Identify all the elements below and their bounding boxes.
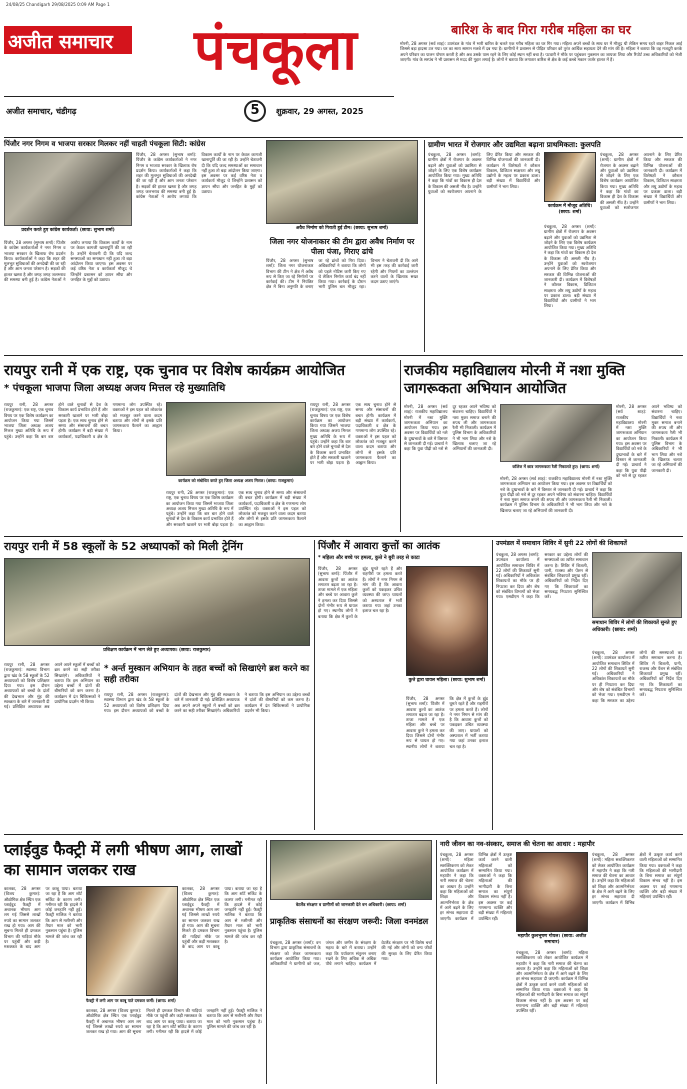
brand-big: पंचकूला [194, 18, 357, 83]
issue-date: शुक्रवार, 29 अगस्त, 2025 [276, 107, 364, 116]
story-i-photo [86, 886, 178, 996]
article-body-cont: कालका, 28 अगस्त (विजय कुमार): औद्योगिक क्षेत्र स्थित एक प्लाईवुड फैक्ट्री में अचानक भीषण आग लग गई जिससे लाखों रुपये का सामान जलकर राख हो गया। आग की सूचना मिलते ही दमकल विभाग की गाड़ियां मौके पर पहुंचीं और कड़ी मशक्कत के बाद आग पर काबू पाया। बताया जा रहा है कि आग शॉर्ट सर्किट के कारण लगी। गनीमत रही कि हादसे में कोई जनहानि नहीं हुई। फैक्ट्री मालिक ने बताया कि आग से मशीनरी और तैयार माल को भारी नुकसान पहुंचा है। पुलिस मामले की जांच कर रही है। [182, 886, 264, 950]
photo-caption: प्रशिक्षण कार्यक्रम में भाग लेते हुए अध्यापक। (छाया: राजकुमार) [103, 648, 211, 653]
masthead-rule [4, 96, 394, 97]
print-slug: 24/08/25 Chandigarh 29/08/2025 0:09 AM Page 1 [6, 2, 110, 7]
masthead [4, 10, 394, 128]
subhead: * महिला और बच्चे पर हमला, कुत्ते ने बुरी तरह से काटा [318, 555, 420, 561]
article-body: रायपुर रानी, 28 अगस्त (राजकुमार): स्वास्थ्य विभाग द्वारा खंड के 58 स्कूलों के 52 अध्यापकों को विशेष प्रशिक्षण दिया गया। इस दौरान अध्यापकों को बच्चों के दांतों की देखभाल और मुंह की स्वच्छता के बारे में जानकारी दी गई। प्रशिक्षित अध्यापक अब अपने अपने स्कूलों में बच्चों को ब्रश करने का सही तरीका सिखाएंगे। अधिकारियों ने बताया कि इस अभियान का उद्देश्य बच्चों में दांतों की बीमारियों को कम करना है। कार्यक्रम में दंत चिकित्सकों ने प्रायोगिक प्रदर्शन भी किया। [4, 662, 102, 710]
story-d [4, 362, 396, 532]
article-body-more: मोरनी, 28 अगस्त (सर्व शाह): राजकीय महाविद्यालय मोरनी में नशा मुक्ति जागरूकता अभियान का आयोजन किया गया। इस अवसर पर विद्यार्थियों को नशे के दुष्प्रभावों के बारे में विस्तार से जानकारी दी गई। प्राचार्य ने कहा कि युवा पीढ़ी को नशे से दूर रहकर अपने भविष्य को संवारना चाहिए। विद्यार्थियों ने नशा मुक्त समाज बनाने की शपथ ली और जागरूकता रैली भी निकाली। कार्यक्रम में पुलिस विभाग के अधिकारियों ने भी भाग लिया और नशे के खिलाफ चलाए जा रहे अभियानों की जानकारी दी। [616, 404, 684, 478]
article-body-cont: मोरनी, 28 अगस्त (सर्व शाह): राजकीय महाविद्यालय मोरनी में नशा मुक्ति जागरूकता अभियान का आयोजन किया गया। इस अवसर पर विद्यार्थियों को नशे के दुष्प्रभावों के बारे में विस्तार से जानकारी दी गई। प्राचार्य ने कहा कि युवा पीढ़ी को नशे से दूर रहकर अपने भविष्य को संवारना चाहिए। विद्यार्थियों ने नशा मुक्त समाज बनाने की शपथ ली और जागरूकता रैली भी निकाली। कार्यक्रम में पुलिस विभाग के अधिकारियों ने भी भाग लिया और नशे के खिलाफ चलाए जा रहे अभियानों की जानकारी दी। [500, 476, 614, 513]
page-number: 5 [250, 103, 260, 118]
story-k [440, 840, 682, 1084]
article-body-cont: पंचकूला, 28 अगस्त (शर्मा): ग्रामीण क्षेत्रों में रोजगार के अवसर बढ़ाने और युवाओं को उद्यमिता से जोड़ने के लिए एक विशेष कार्यक्रम आयोजित किया गया। मुख्य अतिथि ने कहा कि गांवों का विकास ही देश के विकास की असली नींव है। उन्होंने युवाओं को स्वरोजगार अपनाने के लिए प्रेरित किया और सरकार की विभिन्न योजनाओं की जानकारी दी। कार्यक्रम में विशेषज्ञों ने कौशल विकास, डिजिटल साक्षरता और लघु उद्योगों के महत्व पर प्रकाश डाला। बड़ी संख्या में विद्यार्थियों और ग्रामीणों ने भाग लिया। [600, 152, 684, 210]
story-a-photo [4, 152, 132, 226]
story-f [4, 540, 310, 830]
story-h [496, 540, 682, 830]
photo-caption: कार्यक्रम में मौजूद अतिथि। (छाया: शर्मा) [547, 204, 593, 215]
sub-brand: अजीत समाचार, चंडीगढ़ [6, 107, 77, 116]
article-body: पंचकूला, 28 अगस्त (शर्मा): ग्रामीण क्षेत्रों में रोजगार के अवसर बढ़ाने और युवाओं को उद्यमिता से जोड़ने के लिए एक विशेष कार्यक्रम आयोजित किया गया। मुख्य अतिथि ने कहा कि गांवों का विकास ही देश के विकास की असली नींव है। उन्होंने युवाओं को स्वरोजगार अपनाने के लिए प्रेरित किया और सरकार की विभिन्न योजनाओं की जानकारी दी। कार्यक्रम में विशेषज्ञों ने कौशल विकास, डिजिटल साक्षरता और लघु उद्योगों के महत्व पर प्रकाश डाला। बड़ी संख्या में विद्यार्थियों और ग्रामीणों ने भाग लिया। [428, 152, 542, 195]
article-body-cont: रायपुर रानी, 28 अगस्त (राजकुमार): स्वास्थ्य विभाग द्वारा खंड के 58 स्कूलों के 52 अध्यापकों को विशेष प्रशिक्षण दिया गया। इस दौरान अध्यापकों को बच्चों के दांतों की देखभाल और मुंह की स्वच्छता के बारे में जानकारी दी गई। प्रशिक्षित अध्यापक अब अपने अपने स्कूलों में बच्चों को ब्रश करने का सही तरीका सिखाएंगे। अधिकारियों ने बताया कि इस अभियान का उद्देश्य बच्चों में दांतों की बीमारियों को कम करना है। कार्यक्रम में दंत चिकित्सकों ने प्रायोगिक प्रदर्शन भी किया। [104, 692, 312, 713]
divider [266, 840, 267, 1084]
story-b [266, 140, 418, 352]
article-body: मोरनी, 28 अगस्त (सर्व शाह): राजकीय महाविद्यालय मोरनी में नशा मुक्ति जागरूकता अभियान का आयोजन किया गया। इस अवसर पर विद्यार्थियों को नशे के दुष्प्रभावों के बारे में विस्तार से जानकारी दी गई। प्राचार्य ने कहा कि युवा पीढ़ी को नशे से दूर रहकर अपने भविष्य को संवारना चाहिए। विद्यार्थियों ने नशा मुक्त समाज बनाने की शपथ ली और जागरूकता रैली भी निकाली। कार्यक्रम में पुलिस विभाग के अधिकारियों ने भी भाग लिया और नशे के खिलाफ चलाए जा रहे अभियानों की जानकारी दी। [404, 404, 498, 452]
brand-small: अजीत समाचार [8, 31, 113, 53]
story-c [428, 140, 682, 352]
headline: नारी जीवन का नव-संस्कार, समाज की चेतना का आधार : महापौर [440, 840, 595, 848]
divider [492, 540, 493, 830]
headline: प्राकृतिक संसाधनों का संरक्षण जरूरी: जिला वनमंडल [270, 916, 429, 926]
divider [314, 540, 315, 830]
photo-caption: अवैध निर्माण को गिराती हुई टीम। (छाया: सुभाष शर्मा) [295, 226, 389, 231]
rule [4, 355, 683, 356]
article-body: पिंजौर, 28 अगस्त (सुभाष शर्मा): जिला नगर योजनाकार विभाग की टीम ने क्षेत्र में अवैध रूप से किए जा रहे निर्माणों पर कार्रवाई की। टीम ने नियंत्रित क्षेत्र में बिना अनुमति के बनाए जा रहे ढांचों को गिरा दिया। अधिकारियों ने बताया कि लोगों को पहले नोटिस जारी किए गए थे लेकिन निर्माण कार्य बंद नहीं किया गया। कार्रवाई के दौरान भारी पुलिस बल मौजूद रहा। विभाग ने चेतावनी दी कि आगे भी इस तरह की कार्रवाई जारी रहेगी और नियमों का उल्लंघन करने वालों के खिलाफ सख्त कदम उठाए जाएंगे। [266, 258, 420, 290]
rule [4, 536, 683, 537]
rule [4, 137, 683, 138]
photo-caption: कुत्ते द्वारा घायल महिला। (छाया: सुभाष शर्मा) [408, 678, 486, 683]
headline: पिंजौर नगर निगम व भाजपा सरकार मिलकर नहीं चाहती पंचकूला सिटी: कांग्रेस [4, 140, 206, 148]
story-d-photo [166, 402, 306, 476]
story-i [4, 840, 262, 1084]
article-body-more: रायपुर रानी, 28 अगस्त (राजकुमार): एक राष्ट्र, एक चुनाव विषय पर एक विशेष कार्यक्रम का आयोजन किया गया जिसमें भाजपा जिला अध्यक्ष अजय मित्तल मुख्य अतिथि के रूप में पहुंचे। उन्होंने कहा कि बार बार होने वाले चुनावों से देश के विकास कार्य प्रभावित होते हैं और सरकारी खजाने पर भारी बोझ पड़ता है। एक साथ चुनाव होने से समय और संसाधनों की बचत होगी। कार्यक्रम में बड़ी संख्या में कार्यकर्ता, पदाधिकारी व क्षेत्र के गणमान्य लोग उपस्थित रहे। वक्ताओं ने इस पहल को लोकतंत्र को मजबूत करने वाला कदम बताया और लोगों से इसके प्रति जागरूकता फैलाने का आह्वान किया। [166, 490, 308, 527]
story-g [318, 540, 488, 830]
headline: पिंजौर में आवारा कुत्तों का आतंक [318, 541, 440, 552]
story-f-photo [4, 558, 310, 646]
photo-caption: कॉलेज में छात्र जागरूकता रैली निकालते हुए। (छाया: शर्मा) [512, 464, 600, 469]
story-j-photo [270, 840, 432, 900]
brand-small-box [4, 26, 132, 54]
article-body-cont: पिंजौर, 28 अगस्त (सुभाष शर्मा): पिंजौर में आवारा कुत्तों का आतंक लगातार बढ़ता जा रहा है। ताजा मामले में एक महिला और बच्चे पर आवारा कुत्ते ने हमला कर दिया जिससे दोनों गंभीर रूप से घायल हो गए। स्थानीय लोगों ने बताया कि क्षेत्र में कुत्तों के झुंड घूमते रहते हैं और राहगीरों पर हमला करते हैं। लोगों ने नगर निगम से मांग की है कि आवारा कुत्तों को पकड़कर उचित व्यवस्था की जाए। घायलों को अस्पताल में भर्ती कराया गया जहां उनका इलाज चल रहा है। [406, 696, 490, 749]
article-body: पिंजौर, 28 अगस्त (सुभाष शर्मा): पिंजौर में आवारा कुत्तों का आतंक लगातार बढ़ता जा रहा है। ताजा मामले में एक महिला और बच्चे पर आवारा कुत्ते ने हमला कर दिया जिससे दोनों गंभीर रूप से घायल हो गए। स्थानीय लोगों ने बताया कि क्षेत्र में कुत्तों के झुंड घूमते रहते हैं और राहगीरों पर हमला करते हैं। लोगों ने नगर निगम से मांग की है कि आवारा कुत्तों को पकड़कर उचित व्यवस्था की जाए। घायलों को अस्पताल में भर्ती कराया गया जहां उनका इलाज चल रहा है। [318, 566, 404, 619]
story-e-photo [500, 404, 612, 462]
headline: बारिश के बाद गिरा गरीब महिला का घर [451, 22, 631, 37]
divider [424, 140, 425, 352]
subhead: * अर्न्त मुस्कान अभियान के तहत बच्चों को सिखाएंगे ब्रश करने का सही तरीका [104, 664, 310, 685]
article-body-cont: पंचकूला, 28 अगस्त (शर्मा): उपमंडल कार्यालय में आयोजित समाधान शिविर में 22 लोगों की शिकायतें सुनी गईं। अधिकारियों ने अधिकांश शिकायतों का मौके पर ही निपटारा कर दिया और शेष को संबंधित विभागों को भेजा गया। एसडीएम ने कहा कि सरकार का उद्देश्य लोगों की समस्याओं का त्वरित समाधान करना है। शिविर में बिजली, पानी, राजस्व और पेंशन से संबंधित शिकायतें प्रमुख रहीं। अधिकारियों को निर्देश दिए गए कि शिकायतों का समयबद्ध निपटारा सुनिश्चित करें। [592, 650, 684, 703]
story-b-photo [266, 140, 418, 224]
subhead: * पंचकूला भाजपा जिला अध्यक्ष अजय मित्तल रहे मुख्यातिथि [4, 383, 226, 394]
headline: ग्रामीण भारत में रोजगार और उद्यमिता बढ़ाना प्राथमिकता: कुलपति [428, 140, 601, 149]
story-h-photo [592, 552, 682, 618]
headline: रायपुर रानी में 58 स्कूलों के 52 अध्यापकों को मिली ट्रेनिंग [4, 540, 243, 553]
divider [436, 840, 437, 1084]
photo-caption: समाधान शिविर में लोगों की शिकायतें सुनते हुए अधिकारी। (छाया: शर्मा) [592, 620, 677, 633]
article-body: पंचकूला, 28 अगस्त (शर्मा): महिला सशक्तिकरण को लेकर आयोजित कार्यक्रम में महापौर ने कहा कि नारी समाज की चेतना का आधार है। उन्होंने कहा कि महिलाओं को शिक्षा और आत्मनिर्भरता के क्षेत्र में आगे बढ़ने के लिए हर संभव सहायता दी जाएगी। कार्यक्रम में विभिन्न क्षेत्रों में उत्कृष्ट कार्य करने वाली महिलाओं को सम्मानित किया गया। वक्ताओं ने कहा कि महिलाओं की भागीदारी के बिना समाज का संपूर्ण विकास संभव नहीं है। इस अवसर पर कई गणमान्य व्यक्ति और बड़ी संख्या में महिलाएं उपस्थित रहीं। [440, 852, 514, 921]
article-body-more: पंचकूला, 28 अगस्त (शर्मा): ग्रामीण क्षेत्रों में रोजगार के अवसर बढ़ाने और युवाओं को उद्यमिता से जोड़ने के लिए एक विशेष कार्यक्रम आयोजित किया गया। मुख्य अतिथि ने कहा कि गांवों का विकास ही देश के विकास की असली नींव है। उन्होंने युवाओं को स्वरोजगार अपनाने के लिए प्रेरित किया और सरकार की विभिन्न योजनाओं की जानकारी दी। कार्यक्रम में विशेषज्ञों ने कौशल विकास, डिजिटल साक्षरता और लघु उद्योगों के महत्व पर प्रकाश डाला। बड़ी संख्या में विद्यार्थियों और ग्रामीणों ने भाग लिया। [544, 224, 598, 309]
article-body: पिंजौर, 28 अगस्त (सुभाष शर्मा): पिंजौर के कांग्रेस कार्यकर्ताओं ने नगर निगम व भाजपा सरकार के खिलाफ रोष प्रदर्शन किया। कार्यकर्ताओं ने कहा कि शहर की मूलभूत सुविधाओं की अनदेखी की जा रही है और आम जनता परेशान है। सड़कों की हालत खस्ता है और जगह जगह जलभराव की समस्या बनी हुई है। कांग्रेस नेताओं ने आरोप लगाया कि विकास कार्यों के नाम पर केवल कागजी खानापूर्ति की जा रही है। उन्होंने चेतावनी दी कि यदि जल्द समस्याओं का समाधान नहीं हुआ तो बड़ा आंदोलन किया जाएगा। इस अवसर पर कई वरिष्ठ नेता व कार्यकर्ता मौजूद थे जिन्होंने प्रशासन को ज्ञापन सौंपा और जनहित के मुद्दों को उठाया। [4, 240, 134, 283]
story-g-photo [406, 566, 488, 676]
article-body: मोरनी, 28 अगस्त (सर्व शाह): उपमंडल के गांव में भारी बारिश के चलते एक गरीब महिला का घर गिर गया। महिला अपने बच्चों के साथ घर में मौजूद थी लेकिन समय रहते बाहर निकल आई जिससे बड़ा हादसा टल गया। घर का सारा सामान मलबे में दब गया है। ग्रामीणों ने प्रशासन से पीड़ित परिवार को तुरंत आर्थिक सहायता देने की मांग की है। महिला ने बताया कि वह मजदूरी करके अपने परिवार का पालन पोषण करती है और अब उसके पास रहने के लिए कोई स्थान नहीं बचा है। पटवारी ने मौके पर पहुंचकर नुकसान का जायजा लिया और रिपोर्ट उच्च अधिकारियों को भेजी जाएगी। गांव के सरपंच ने भी प्रशासन से मदद की गुहार लगाई है। लोगों ने बताया कि लगातार बारिश से क्षेत्र के कई कच्चे मकान जर्जर हालत में हैं। [400, 41, 684, 62]
rule [4, 834, 683, 835]
headline: जिला नगर योजनाकार की टीम द्वारा अवैध निर्माण पर पीला पंजा, गिराए ढांचे [269, 237, 415, 256]
page-number-badge [244, 100, 266, 122]
article-body-more: कालका, 28 अगस्त (विजय कुमार): औद्योगिक क्षेत्र स्थित एक प्लाईवुड फैक्ट्री में अचानक भीषण आग लग गई जिससे लाखों रुपये का सामान जलकर राख हो गया। आग की सूचना मिलते ही दमकल विभाग की गाड़ियां मौके पर पहुंचीं और कड़ी मशक्कत के बाद आग पर काबू पाया। बताया जा रहा है कि आग शॉर्ट सर्किट के कारण लगी। गनीमत रही कि हादसे में कोई जनहानि नहीं हुई। फैक्ट्री मालिक ने बताया कि आग से मशीनरी और तैयार माल को भारी नुकसान पहुंचा है। पुलिस मामले की जांच कर रही है। [86, 1008, 264, 1035]
divider [400, 360, 401, 532]
article-body: पंचकूला, 28 अगस्त (शर्मा): उपमंडल कार्यालय में आयोजित समाधान शिविर में 22 लोगों की शिकायतें सुनी गईं। अधिकारियों ने अधिकांश शिकायतों का मौके पर ही निपटारा कर दिया और शेष को संबंधित विभागों को भेजा गया। एसडीएम ने कहा कि सरकार का उद्देश्य लोगों की समस्याओं का त्वरित समाधान करना है। शिविर में बिजली, पानी, राजस्व और पेंशन से संबंधित शिकायतें प्रमुख रहीं। अधिकारियों को निर्देश दिए गए कि शिकायतों का समयबद्ध निपटारा सुनिश्चित करें। [496, 552, 590, 600]
story-k-photo [516, 852, 588, 932]
story-a [4, 140, 262, 352]
headline: उपमंडल में समाधान शिविर में सुनी 22 लोगों की शिकायतें [496, 540, 627, 547]
photo-caption: फैक्ट्री में लगी आग पर काबू पाते दमकल कर्मी। (छाया: शर्मा) [86, 998, 176, 1003]
story-e [404, 362, 682, 532]
story-c-photo [544, 152, 596, 202]
headline: प्लाईवुड फैक्ट्री में लगी भीषण आग, लाखों का सामान जलकर राख [4, 841, 242, 879]
article-body: रायपुर रानी, 28 अगस्त (राजकुमार): एक राष्ट्र, एक चुनाव विषय पर एक विशेष कार्यक्रम का आयोजन किया गया जिसमें भाजपा जिला अध्यक्ष अजय मित्तल मुख्य अतिथि के रूप में पहुंचे। उन्होंने कहा कि बार बार होने वाले चुनावों से देश के विकास कार्य प्रभावित होते हैं और सरकारी खजाने पर भारी बोझ पड़ता है। एक साथ चुनाव होने से समय और संसाधनों की बचत होगी। कार्यक्रम में बड़ी संख्या में कार्यकर्ता, पदाधिकारी व क्षेत्र के गणमान्य लोग उपस्थित रहे। वक्ताओं ने इस पहल को लोकतंत्र को मजबूत करने वाला कदम बताया और लोगों से इसके प्रति जागरूकता फैलाने का आह्वान किया। [4, 402, 164, 439]
article-body-cont: पिंजौर, 28 अगस्त (सुभाष शर्मा): पिंजौर के कांग्रेस कार्यकर्ताओं ने नगर निगम व भाजपा सरकार के खिलाफ रोष प्रदर्शन किया। कार्यकर्ताओं ने कहा कि शहर की मूलभूत सुविधाओं की अनदेखी की जा रही है और आम जनता परेशान है। सड़कों की हालत खस्ता है और जगह जगह जलभराव की समस्या बनी हुई है। कांग्रेस नेताओं ने आरोप लगाया कि विकास कार्यों के नाम पर केवल कागजी खानापूर्ति की जा रही है। उन्होंने चेतावनी दी कि यदि जल्द समस्याओं का समाधान नहीं हुआ तो बड़ा आंदोलन किया जाएगा। इस अवसर पर कई वरिष्ठ नेता व कार्यकर्ता मौजूद थे जिन्होंने प्रशासन को ज्ञापन सौंपा और जनहित के मुद्दों को उठाया। [136, 152, 264, 200]
story-j [270, 840, 432, 1084]
photo-caption: महापौर कुलभूषण गोयल। (छाया: अजीत समाचार) [517, 934, 587, 945]
photo-caption: कार्यक्रम को संबोधित करते हुए जिला अध्यक्ष अजय मित्तल। (छाया: राजकुमार) [178, 478, 294, 483]
headline: राजकीय महाविद्यालय मोरनी में नशा मुक्ति जागरूकता अभियान आयोजित [404, 363, 626, 397]
photo-caption: वेटलैंड संरक्षण व ग्रामीणों को जानकारी देते वन अधिकारी। (छाया: शर्मा) [295, 902, 407, 907]
story-top-right [400, 22, 682, 134]
article-body-cont: रायपुर रानी, 28 अगस्त (राजकुमार): एक राष्ट्र, एक चुनाव विषय पर एक विशेष कार्यक्रम का आयोजन किया गया जिसमें भाजपा जिला अध्यक्ष अजय मित्तल मुख्य अतिथि के रूप में पहुंचे। उन्होंने कहा कि बार बार होने वाले चुनावों से देश के विकास कार्य प्रभावित होते हैं और सरकारी खजाने पर भारी बोझ पड़ता है। एक साथ चुनाव होने से समय और संसाधनों की बचत होगी। कार्यक्रम में बड़ी संख्या में कार्यकर्ता, पदाधिकारी व क्षेत्र के गणमान्य लोग उपस्थित रहे। वक्ताओं ने इस पहल को लोकतंत्र को मजबूत करने वाला कदम बताया और लोगों से इसके प्रति जागरूकता फैलाने का आह्वान किया। [310, 402, 398, 466]
photo-caption: प्रदर्शन करते हुए कांग्रेस कार्यकर्ता। (छाया: सुभाष शर्मा) [21, 228, 115, 233]
article-body-more: पंचकूला, 28 अगस्त (शर्मा): महिला सशक्तिकरण को लेकर आयोजित कार्यक्रम में महापौर ने कहा कि नारी समाज की चेतना का आधार है। उन्होंने कहा कि महिलाओं को शिक्षा और आत्मनिर्भरता के क्षेत्र में आगे बढ़ने के लिए हर संभव सहायता दी जाएगी। कार्यक्रम में विभिन्न क्षेत्रों में उत्कृष्ट कार्य करने वाली महिलाओं को सम्मानित किया गया। वक्ताओं ने कहा कि महिलाओं की भागीदारी के बिना समाज का संपूर्ण विकास संभव नहीं है। इस अवसर पर कई गणमान्य व्यक्ति और बड़ी संख्या में महिलाएं उपस्थित रहीं। [592, 852, 684, 905]
headline: रायपुर रानी में एक राष्ट्र, एक चुनाव पर विशेष कार्यक्रम आयोजित [4, 363, 346, 379]
article-body: पंचकूला, 28 अगस्त (शर्मा): वन विभाग द्वारा प्राकृतिक संसाधनों के संरक्षण को लेकर जागरूकता कार्यक्रम आयोजित किया गया। अधिकारियों ने ग्रामीणों को जल, जंगल और जमीन के संरक्षण के महत्व के बारे में बताया। उन्होंने कहा कि पर्यावरण संतुलन बनाए रखने के लिए अधिक से अधिक पौधे लगाने चाहिए। कार्यक्रम में वेटलैंड संरक्षण पर भी विशेष चर्चा की गई और लोगों को वन्य जीवों की सुरक्षा के लिए प्रेरित किया गया। [270, 940, 434, 967]
article-body-cont: पंचकूला, 28 अगस्त (शर्मा): महिला सशक्तिकरण को लेकर आयोजित कार्यक्रम में महापौर ने कहा कि नारी समाज की चेतना का आधार है। उन्होंने कहा कि महिलाओं को शिक्षा और आत्मनिर्भरता के क्षेत्र में आगे बढ़ने के लिए हर संभव सहायता दी जाएगी। कार्यक्रम में विभिन्न क्षेत्रों में उत्कृष्ट कार्य करने वाली महिलाओं को सम्मानित किया गया। वक्ताओं ने कहा कि महिलाओं की भागीदारी के बिना समाज का संपूर्ण विकास संभव नहीं है। इस अवसर पर कई गणमान्य व्यक्ति और बड़ी संख्या में महिलाएं उपस्थित रहीं। [516, 950, 590, 1014]
article-body: कालका, 28 अगस्त (विजय कुमार): औद्योगिक क्षेत्र स्थित एक प्लाईवुड फैक्ट्री में अचानक भीषण आग लग गई जिससे लाखों रुपये का सामान जलकर राख हो गया। आग की सूचना मिलते ही दमकल विभाग की गाड़ियां मौके पर पहुंचीं और कड़ी मशक्कत के बाद आग पर काबू पाया। बताया जा रहा है कि आग शॉर्ट सर्किट के कारण लगी। गनीमत रही कि हादसे में कोई जनहानि नहीं हुई। फैक्ट्री मालिक ने बताया कि आग से मशीनरी और तैयार माल को भारी नुकसान पहुंचा है। पुलिस मामले की जांच कर रही है। [4, 886, 84, 950]
